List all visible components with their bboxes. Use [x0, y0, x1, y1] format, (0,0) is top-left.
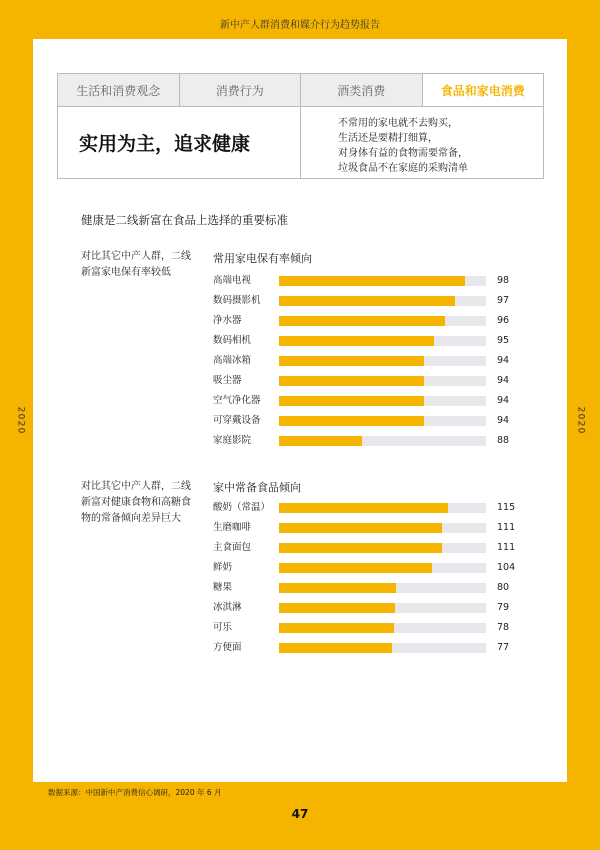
- bar-value-label: 95: [497, 335, 510, 346]
- content-card: [33, 39, 567, 782]
- bar-category-label: 糖果: [213, 582, 233, 593]
- side-mark-digit: 0: [575, 413, 586, 420]
- bar-category-label: 酸奶（常温）: [213, 502, 271, 513]
- bar-value-label: 80: [497, 582, 510, 593]
- bar-track: [279, 623, 486, 633]
- header-note-line: 对身体有益的食物需要常备，: [338, 148, 468, 159]
- bar-value-label: 111: [497, 522, 516, 533]
- food-chart-title: 家中常备食品倾向: [213, 481, 301, 494]
- section-tabs: [57, 73, 544, 107]
- side-mark-digit: 0: [575, 427, 586, 434]
- bar-row: [213, 394, 513, 408]
- bar-row: [213, 274, 513, 288]
- appliance-note-line: 对比其它中产人群，二线: [81, 251, 191, 262]
- section-title: 健康是二线新富在食品上选择的重要标准: [81, 213, 288, 227]
- bar-track: [279, 503, 486, 513]
- bar-track: [279, 583, 486, 593]
- bar: [279, 276, 465, 286]
- food-note: [81, 479, 193, 527]
- bar-category-label: 高端电视: [213, 275, 252, 286]
- bar: [279, 316, 445, 326]
- bar-category-label: 高端冰箱: [213, 355, 252, 366]
- bar-row: [213, 561, 516, 575]
- bar-track: [279, 336, 486, 346]
- appliance-note: [81, 249, 193, 281]
- bar: [279, 603, 395, 613]
- bar: [279, 523, 442, 533]
- bar-row: [213, 541, 516, 555]
- bar-category-label: 方便面: [213, 642, 242, 653]
- bar-value-label: 111: [497, 542, 516, 553]
- side-mark-digit: 2: [15, 420, 26, 427]
- report-title: 新中产人群消费和媒介行为趋势报告: [220, 20, 380, 31]
- side-mark-digit: 2: [575, 406, 586, 413]
- bar-value-label: 94: [497, 415, 510, 426]
- bar-row: [213, 334, 513, 348]
- bar-category-label: 吸尘器: [213, 375, 242, 386]
- bar: [279, 623, 394, 633]
- side-year-mark-left: [14, 406, 26, 434]
- bar-track: [279, 376, 486, 386]
- bar-category-label: 生磨咖啡: [213, 522, 252, 533]
- bar-category-label: 可乐: [213, 622, 233, 633]
- side-mark-digit: 2: [575, 420, 586, 427]
- bar-category-label: 净水器: [213, 315, 242, 326]
- page-headline: 实用为主，追求健康: [58, 107, 301, 178]
- side-mark-digit: 0: [15, 427, 26, 434]
- bar-row: [213, 354, 513, 368]
- bar-category-label: 数码摄影机: [213, 295, 261, 306]
- bar-row: [213, 601, 513, 615]
- bar-value-label: 94: [497, 375, 510, 386]
- bar: [279, 376, 424, 386]
- bar-row: [213, 374, 513, 388]
- bar-track: [279, 416, 486, 426]
- bar-value-label: 94: [497, 395, 510, 406]
- bar-track: [279, 356, 486, 366]
- bar-track: [279, 563, 486, 573]
- bar: [279, 563, 432, 573]
- bar: [279, 583, 396, 593]
- bar: [279, 503, 448, 513]
- bar-value-label: 88: [497, 435, 510, 446]
- bar-track: [279, 603, 486, 613]
- bar-row: [213, 621, 513, 635]
- appliance-chart-title: 常用家电保有率倾向: [213, 252, 312, 265]
- bar-track: [279, 543, 486, 553]
- bar: [279, 296, 455, 306]
- side-mark-digit: 0: [15, 413, 26, 420]
- bar: [279, 356, 424, 366]
- bar-value-label: 98: [497, 275, 510, 286]
- bar-value-label: 77: [497, 642, 510, 653]
- bar-row: [213, 641, 513, 655]
- bar-track: [279, 396, 486, 406]
- header-notes: [301, 107, 543, 178]
- bar-row: [213, 314, 513, 328]
- bar-track: [279, 296, 486, 306]
- bar-track: [279, 436, 486, 446]
- bar-value-label: 96: [497, 315, 510, 326]
- side-mark-digit: 2: [15, 406, 26, 413]
- header-note-line: 不常用的家电就不去购买，: [338, 118, 458, 129]
- tab-consumption-behavior[interactable]: 消费行为: [180, 74, 302, 106]
- tab-lifestyle[interactable]: 生活和消费观念: [58, 74, 180, 106]
- appliance-note-line: 新富家电保有率较低: [81, 267, 171, 278]
- bar: [279, 643, 392, 653]
- bar-value-label: 78: [497, 622, 510, 633]
- food-note-line: 物的常备倾向差异巨大: [81, 513, 181, 524]
- bar-row: [213, 581, 513, 595]
- side-year-mark-right: [574, 406, 586, 434]
- bar-value-label: 97: [497, 295, 510, 306]
- bar: [279, 396, 424, 406]
- bar-value-label: 79: [497, 602, 510, 613]
- data-source-note: 数据来源：中国新中产消费信心调研，2020 年 6 月: [48, 788, 222, 797]
- bar-row: [213, 294, 513, 308]
- bar: [279, 336, 434, 346]
- bar-value-label: 115: [497, 502, 516, 513]
- bar-category-label: 主食面包: [213, 542, 252, 553]
- bar-value-label: 94: [497, 355, 510, 366]
- food-note-line: 新富对健康食物和高糖食: [81, 497, 191, 508]
- bar-category-label: 空气净化器: [213, 395, 261, 406]
- header-note-line: 垃圾食品不在家庭的采购清单: [338, 163, 468, 174]
- bar: [279, 416, 424, 426]
- bar: [279, 436, 362, 446]
- bar-track: [279, 276, 486, 286]
- bar: [279, 543, 442, 553]
- tab-alcohol-consumption[interactable]: 酒类消费: [301, 74, 423, 106]
- bar-category-label: 鲜奶: [213, 562, 233, 573]
- header-row: [57, 107, 544, 179]
- bar-row: [213, 501, 516, 515]
- bar-row: [213, 521, 516, 535]
- bar-category-label: 数码相机: [213, 335, 252, 346]
- bar-category-label: 家庭影院: [213, 435, 252, 446]
- header-note-line: 生活还是要精打细算，: [338, 133, 438, 144]
- bar-track: [279, 523, 486, 533]
- page-number: 47: [291, 807, 309, 821]
- bar-track: [279, 643, 486, 653]
- food-note-line: 对比其它中产人群，二线: [81, 481, 191, 492]
- bar-row: [213, 414, 513, 428]
- tab-food-appliances[interactable]: 食品和家电消费: [423, 74, 544, 106]
- bar-category-label: 可穿戴设备: [213, 415, 261, 426]
- bar-track: [279, 316, 486, 326]
- bar-category-label: 冰淇淋: [213, 602, 242, 613]
- bar-value-label: 104: [497, 562, 516, 573]
- bar-row: [213, 434, 513, 448]
